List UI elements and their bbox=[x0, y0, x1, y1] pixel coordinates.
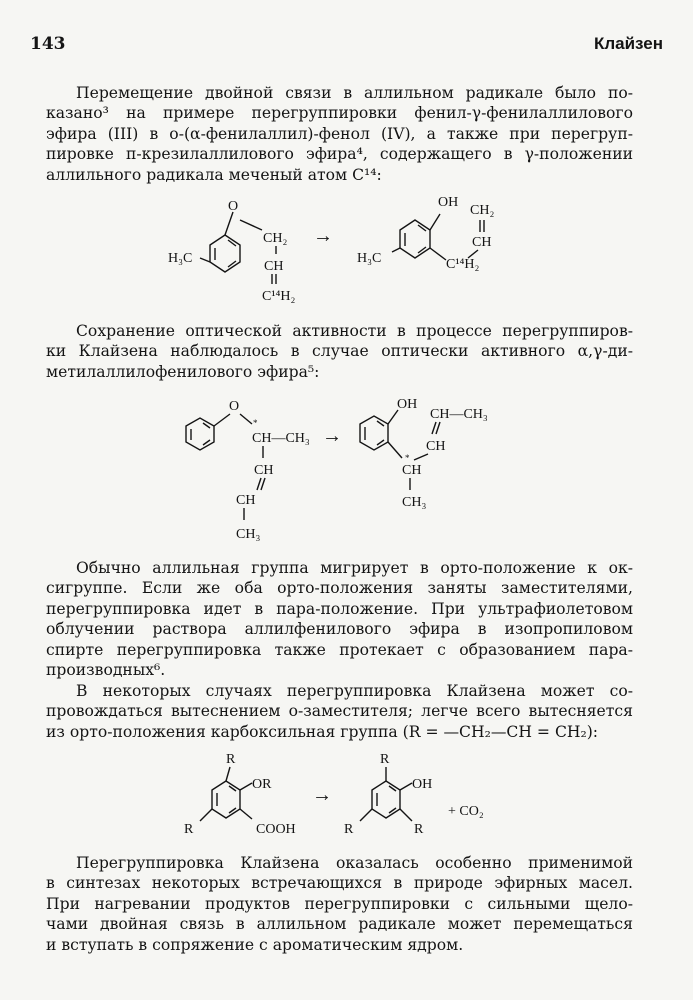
h3c-label-left: H₃C bbox=[168, 251, 193, 266]
or-label: OR bbox=[252, 777, 272, 792]
text-line: При нагревании продуктов перегруппировки с сильными щело- bbox=[46, 894, 633, 913]
oh-label: OH bbox=[438, 195, 459, 210]
ch-label-1: CH bbox=[254, 463, 274, 478]
paragraph-5 bbox=[46, 853, 633, 955]
ch-label-right: CH bbox=[426, 439, 446, 454]
text-line: ки Клайзена наблюдалось в случае оптически активного α,γ-ди- bbox=[46, 342, 633, 361]
paragraph-2 bbox=[46, 321, 633, 382]
text-line: и вступать в сопряжение с ароматическим ядром. bbox=[46, 935, 464, 954]
reaction-scheme-3 bbox=[0, 745, 693, 850]
text-line: облучении раствора аллилфенилового эфира в изопропиловом bbox=[46, 620, 633, 639]
text-line: спирте перегруппировка также протекает с образованием пара- bbox=[46, 640, 633, 659]
text-line: казано³ на примере перегруппировки фенил-γ-фенилаллилового bbox=[46, 104, 633, 123]
r-top-label-right: R bbox=[380, 752, 390, 767]
ch-label-right: CH bbox=[472, 235, 492, 250]
paragraph-4 bbox=[46, 681, 633, 742]
ch2-label: CH₂ bbox=[263, 231, 288, 246]
benzene-ring-left bbox=[200, 212, 262, 272]
text-line: эфира (III) в о-(α-фенилаллил)-фенол (IV), а также при перегруп- bbox=[46, 124, 633, 143]
ch-label-2: CH bbox=[236, 493, 256, 508]
r-right-label: R bbox=[414, 822, 424, 837]
reaction-arrow: → bbox=[312, 784, 332, 806]
text-line: перегруппировка идет в пара-положение. При ультрафиолетовом bbox=[46, 599, 633, 618]
text-line: Сохранение оптической активности в процессе перегруппиров- bbox=[76, 322, 633, 340]
text-line: аллильного радикала меченый атом C¹⁴: bbox=[46, 165, 382, 184]
ch3-label: CH₃ bbox=[236, 527, 261, 542]
reaction-scheme-1 bbox=[0, 190, 693, 310]
text-line: из орто-положения карбоксильная группа (R = —CH₂—CH = CH₂): bbox=[46, 722, 599, 741]
running-title: Клайзен bbox=[593, 34, 663, 53]
page-number: 143 bbox=[30, 34, 66, 54]
paragraph-1 bbox=[46, 83, 633, 185]
text-line: производных⁶. bbox=[46, 661, 166, 680]
ch2-label-right: CH₂ bbox=[470, 203, 495, 218]
c14h2-label: C¹⁴H₂ bbox=[262, 289, 296, 304]
ch-star-label: CH bbox=[402, 463, 422, 478]
oh-label: OH bbox=[412, 777, 433, 792]
c14h2-label-right: C¹⁴H₂ bbox=[446, 257, 480, 272]
text-line: чами двойная связь в аллильном радикале может перемещаться bbox=[46, 915, 633, 934]
text-line: пировке п-крезилаллилового эфира⁴, содержащего в γ-положении bbox=[46, 145, 633, 164]
chiral-star-right: * bbox=[405, 453, 410, 463]
reaction-arrow: → bbox=[313, 225, 333, 247]
reaction-scheme-2 bbox=[0, 388, 693, 548]
text-line: Перемещение двойной связи в аллильном радикале было по- bbox=[76, 84, 633, 102]
text-line: в синтезах некоторых встречающихся в природе эфирных масел. bbox=[46, 874, 633, 893]
ch-label: CH bbox=[264, 259, 284, 274]
benzene-ring-left bbox=[200, 767, 252, 821]
r-left-label-right: R bbox=[344, 822, 354, 837]
reaction-arrow: → bbox=[322, 425, 342, 447]
plus-co2: + CO₂ bbox=[448, 804, 484, 819]
r-top-label: R bbox=[226, 752, 236, 767]
benzene-ring-right bbox=[360, 410, 402, 458]
page-header bbox=[30, 34, 663, 58]
paragraph-3 bbox=[46, 558, 633, 680]
text-line: метилаллилофенилового эфира⁵: bbox=[46, 362, 320, 381]
oxygen-label: O bbox=[229, 399, 240, 414]
r-left-label: R bbox=[184, 822, 194, 837]
chiral-star: * bbox=[253, 418, 258, 428]
text-line: Перегруппировка Клайзена оказалась особенно применимой bbox=[76, 854, 633, 872]
benzene-ring-right bbox=[392, 214, 446, 260]
ch-ch3-label: CH—CH₃ bbox=[252, 431, 310, 446]
text-line: сигруппе. Если же оба орто-положения заняты заместителями, bbox=[46, 579, 633, 598]
oxygen-label: O bbox=[228, 199, 239, 214]
ch-ch3-label-right: CH—CH₃ bbox=[430, 407, 488, 422]
oh-label: OH bbox=[397, 397, 418, 412]
benzene-ring-left bbox=[186, 414, 252, 450]
benzene-ring-right bbox=[360, 767, 412, 821]
ch3-label-right: CH₃ bbox=[402, 495, 427, 510]
text-line: провождаться вытеснением о-заместителя; легче всего вытесняется bbox=[46, 702, 633, 721]
text-line: В некоторых случаях перегруппировка Клайзена может со- bbox=[76, 682, 633, 700]
text-line: Обычно аллильная группа мигрирует в орто-положение к ок- bbox=[76, 559, 633, 577]
cooh-label: COOH bbox=[256, 822, 296, 837]
h3c-label-right: H₃C bbox=[357, 251, 382, 266]
